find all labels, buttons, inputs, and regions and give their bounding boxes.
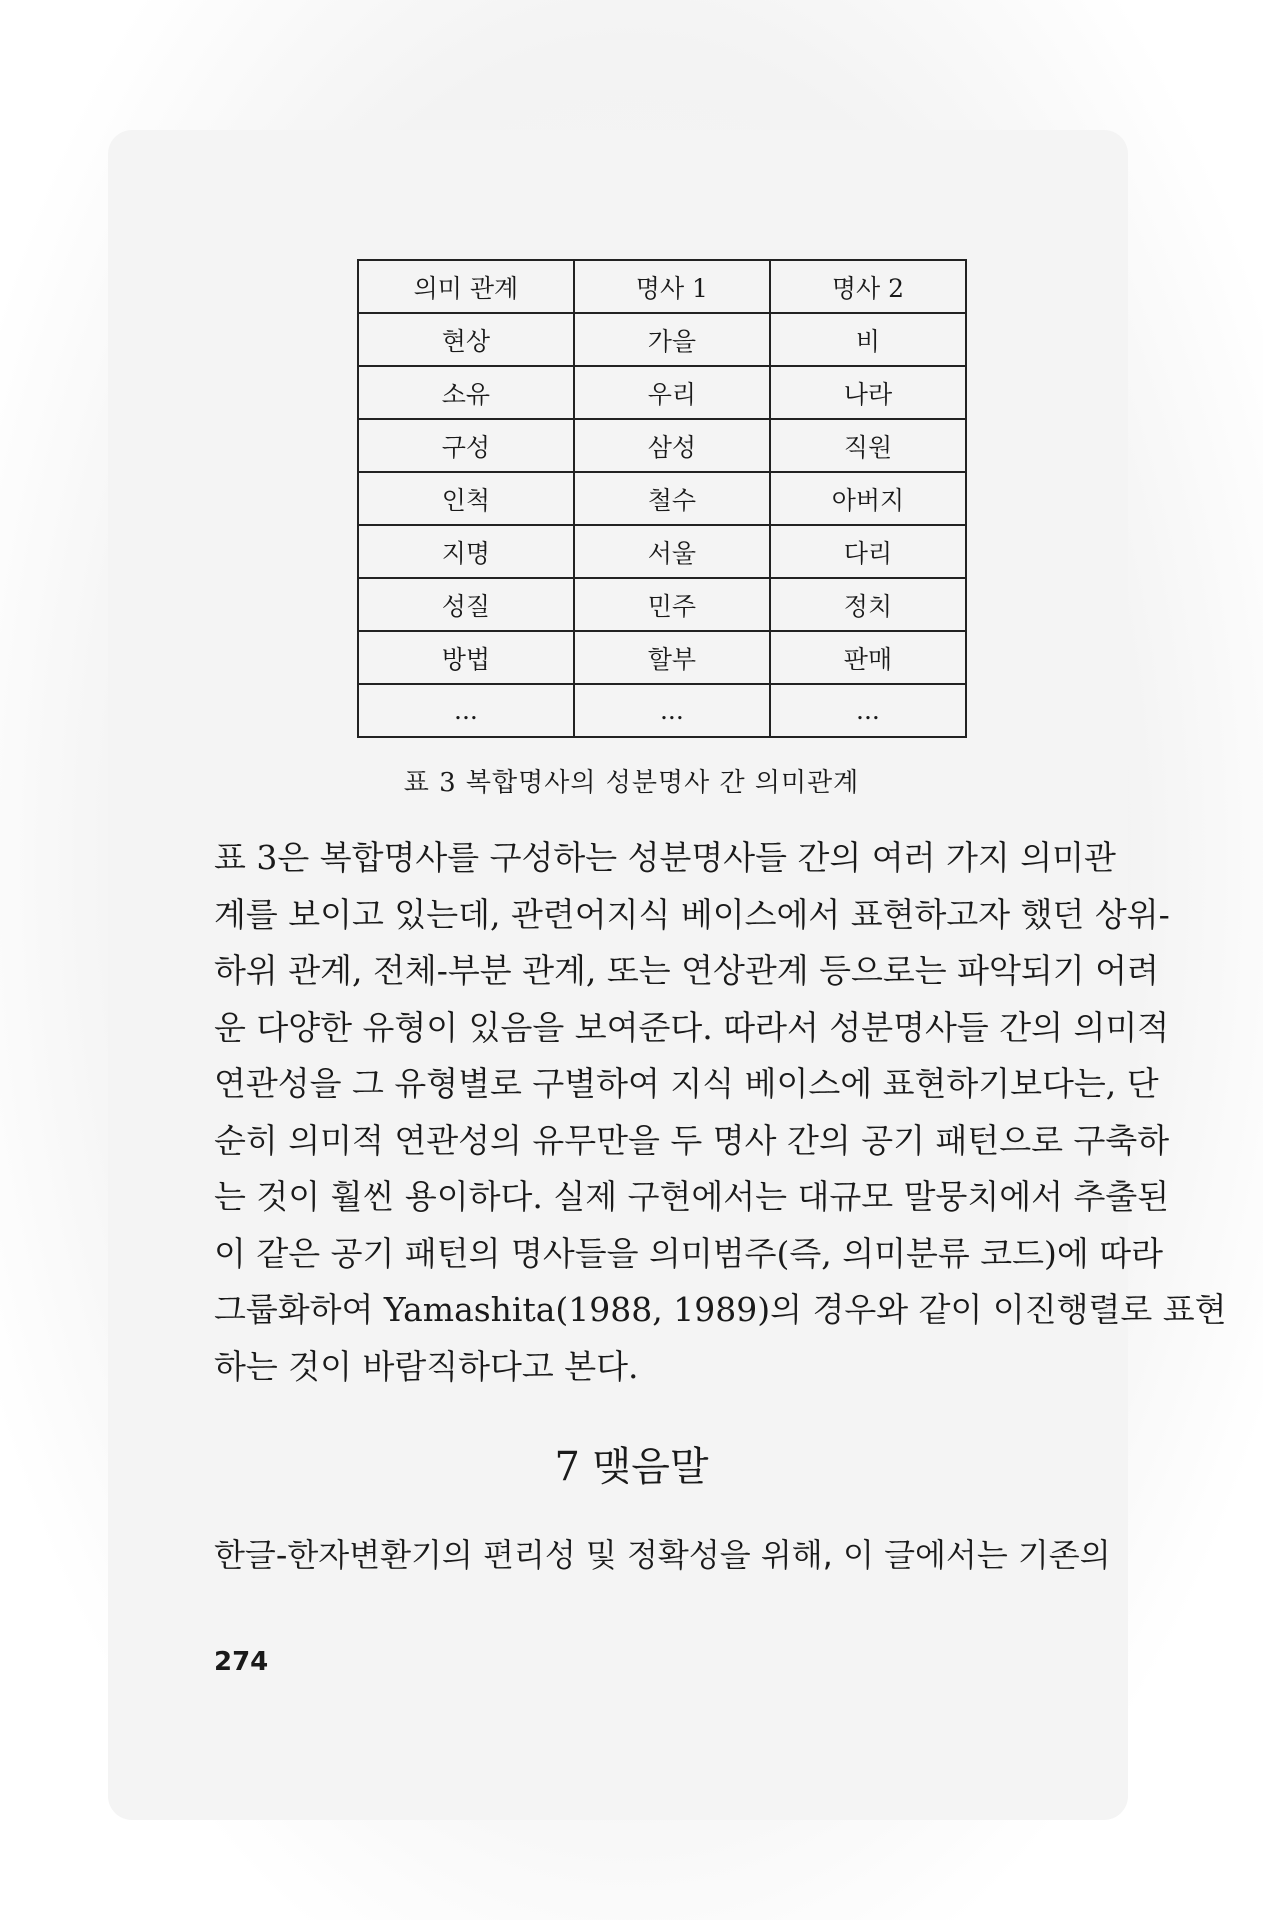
table-cell: 할부 [574,631,770,684]
paragraph-line: 이 같은 공기 패턴의 명사들을 의미범주(즉, 의미분류 코드)에 따라 [214,1233,1163,1273]
table-header-cell: 명사 2 [770,260,966,313]
paragraph-line: 계를 보이고 있는데, 관련어지식 베이스에서 표현하고자 했던 상위- [214,894,1170,934]
table-row [358,366,966,419]
table-row [358,313,966,366]
table-cell: ... [358,684,574,737]
table-row [358,419,966,472]
table-row [358,578,966,631]
paragraph-line: 순히 의미적 연관성의 유무만을 두 명사 간의 공기 패턴으로 구축하 [214,1120,1170,1160]
paragraph-line: 표 3은 복합명사를 구성하는 성분명사들 간의 여러 가지 의미관 [214,838,1116,877]
table-cell: 현상 [358,313,574,366]
table-cell: 정치 [770,578,966,631]
table-cell: 나라 [770,366,966,419]
table-cell: 성질 [358,578,574,631]
page-number: 274 [214,1647,269,1677]
table-caption: 표 3 복합명사의 성분명사 간 의미관계 [403,768,860,798]
table-row [358,631,966,684]
table-cell: ... [574,684,770,737]
table-cell: ... [770,684,966,737]
table-cell: 직원 [770,419,966,472]
table-cell: 아버지 [770,472,966,525]
table-row [358,684,966,737]
paragraph-line: 하위 관계, 전체-부분 관계, 또는 연상관계 등으로는 파악되기 어려 [214,951,1159,990]
table-cell: 우리 [574,366,770,419]
closing-paragraph-line: 한글-한자변환기의 편리성 및 정확성을 위해, 이 글에서는 기존의 [214,1536,1111,1574]
table-cell: 삼성 [574,419,770,472]
table-header-row [358,260,966,313]
table-cell: 지명 [358,525,574,578]
table-cell: 판매 [770,631,966,684]
section-heading: 7 맺음말 [554,1444,709,1490]
table-header-cell: 의미 관계 [358,260,574,313]
paragraph-line: 운 다양한 유형이 있음을 보여준다. 따라서 성분명사들 간의 의미적 [214,1007,1170,1047]
paragraph-line: 는 것이 훨씬 용이하다. 실제 구현에서는 대규모 말뭉치에서 추출된 [214,1177,1170,1216]
paragraph-line: 하는 것이 바람직하다고 본다. [214,1346,639,1386]
table-cell: 구성 [358,419,574,472]
paragraph-line: 그룹화하여 Yamashita(1988, 1989)의 경우와 같이 이진행렬로 표현 [214,1290,1227,1329]
paragraph-line: 연관성을 그 유형별로 구별하여 지식 베이스에 표현하기보다는, 단 [214,1064,1159,1103]
table-header-cell: 명사 1 [574,260,770,313]
table-cell: 소유 [358,366,574,419]
table-cell: 가을 [574,313,770,366]
table-cell: 방법 [358,631,574,684]
body-paragraph [214,830,1227,1395]
table-cell: 서울 [574,525,770,578]
table-cell: 비 [770,313,966,366]
table-cell: 인척 [358,472,574,525]
table-row [358,472,966,525]
table-cell: 철수 [574,472,770,525]
table-row [358,525,966,578]
semantic-relation-table [357,259,967,738]
table-cell: 민주 [574,578,770,631]
table-cell: 다리 [770,525,966,578]
